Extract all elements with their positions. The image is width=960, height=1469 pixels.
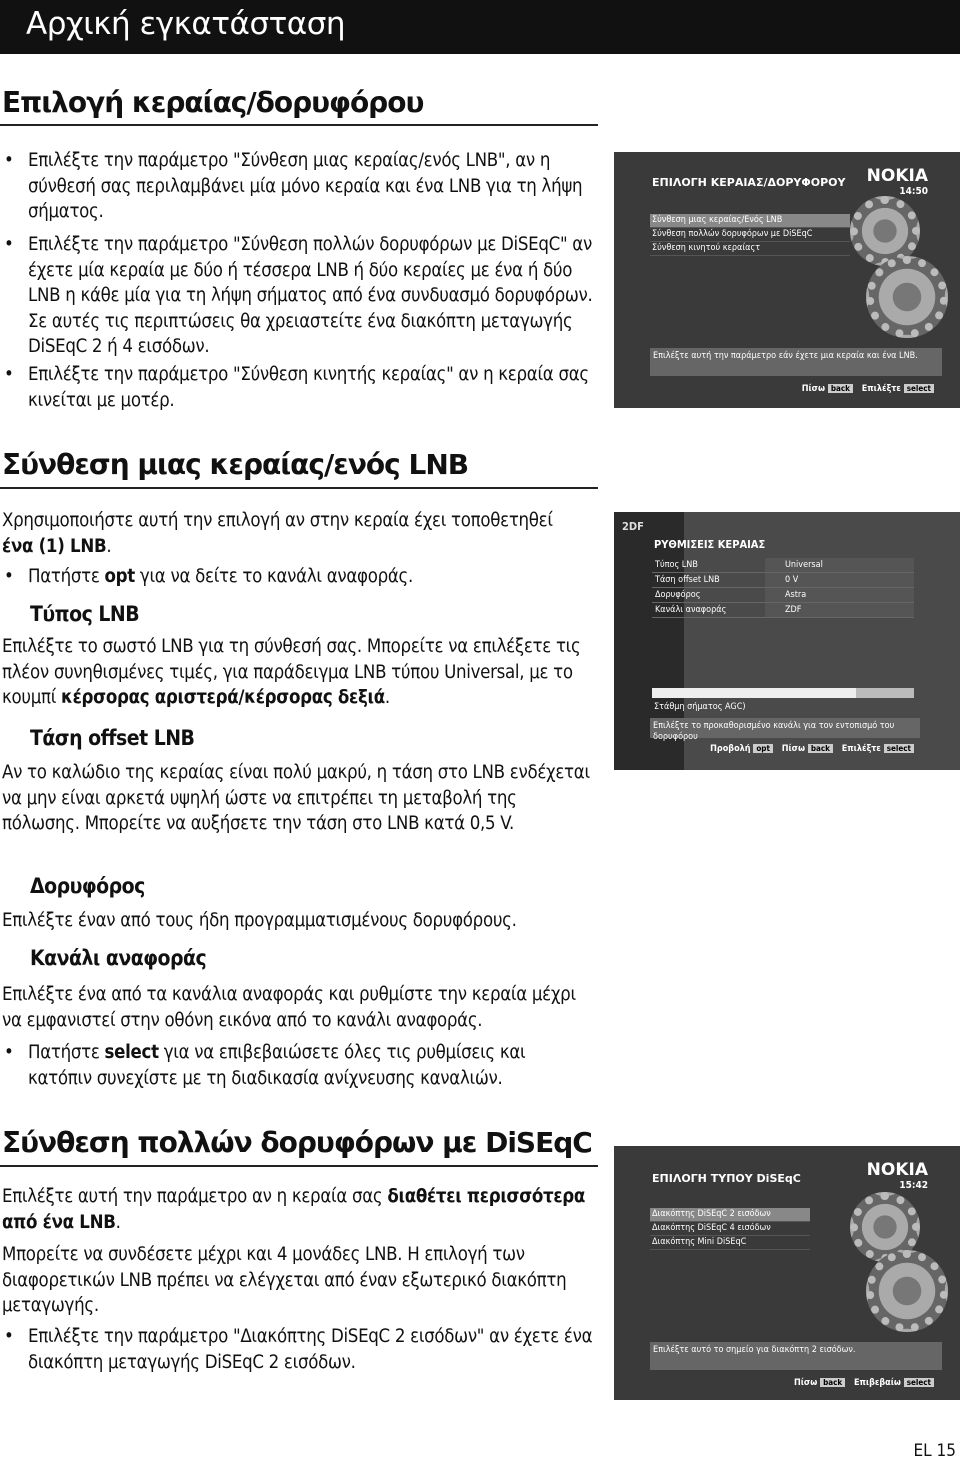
settings-row: Τάση offset LNB 0 V	[652, 573, 914, 588]
screen-title: ΕΠΙΛΟΓΗ ΤΥΠΟΥ DiSEqC	[652, 1172, 801, 1185]
section-rule	[0, 487, 598, 489]
bullet-motor: • Επιλέξτε την παράμετρο "Σύνθεση κινητής κεραίας" αν η κεραία σας κινείται με μοτέρ.	[2, 362, 594, 413]
menu-item: Σύνθεση μιας κεραίας/Ενός LNB	[650, 214, 850, 228]
settings-row: Δορυφόρος Astra	[652, 588, 914, 603]
agc-label: Στάθμη σήματος AGC)	[654, 702, 746, 712]
menu-item: Σύνθεση κινητού κεραίαςτ	[650, 242, 850, 256]
satellite-text: Επιλέξτε έναν από τους ήδη προγραμματισμένους δορυφόρους.	[2, 910, 517, 931]
offset-text: Αν το καλώδιο της κεραίας είναι πολύ μακρύ, η τάση στο LNB ενδέχεται να μην είναι αρκετά υψηλή ώστε να επιτρέπει τη μεταβολή της πόλωσης. Μπορείτε να αυξήσετε την τάση στο LNB κατά 0,5 V.	[2, 762, 590, 834]
subheading-ref-channel: Κανάλι αναφοράς	[30, 946, 207, 970]
gear-icon	[866, 1250, 948, 1332]
menu-item: Διακόπτης DiSEqC 4 εισόδων	[650, 1222, 810, 1236]
gear-icon	[866, 256, 948, 338]
bullet-diseqc-2: • Επιλέξτε την παράμετρο "Διακόπτης DiSEqC 2 εισόδων" αν έχετε ένα διακόπτη μεταγωγής DiSEqC 2 εισόδων.	[2, 1324, 594, 1375]
screen-footer: Πίσω back Επιβεβαίω select	[794, 1378, 940, 1388]
subheading-satellite: Δορυφόρος	[30, 874, 145, 898]
section-rule	[0, 1165, 598, 1167]
page-number: EL 15	[913, 1441, 956, 1461]
screen-title: ΡΥΘΜΙΣΕΙΣ ΚΕΡΑΙΑΣ	[654, 538, 766, 551]
settings-row: Τύπος LNB Universal	[652, 558, 914, 573]
lnb-type-text: Επιλέξτε το σωστό LNB για τη σύνθεσή σας. Μπορείτε να επιλέξετε τις πλέον συνηθισμένες τιμές, για παράδειγμα LNB τύπου Universal, με το κουμπί κέρσορας αριστερά/κέρσορας δεξιά.	[2, 636, 581, 708]
screen-footer: Προβολή opt Πίσω back Επιλέξτε select	[710, 744, 920, 754]
single-lnb-intro: Χρησιμοποιήστε αυτή την επιλογή αν στην κεραία έχει τοποθετηθεί ένα (1) LNB.	[2, 510, 553, 557]
menu-item: Σύνθεση πολλών δορυφόρων με DiSEqC	[650, 228, 850, 242]
menu-item: Διακόπτης Mini DiSEqC	[650, 1236, 810, 1250]
subheading-offset: Τάση offset LNB	[30, 726, 195, 750]
nokia-logo: NOKIA	[866, 166, 928, 186]
screenshot-antenna-settings	[614, 512, 960, 770]
channel-logo: 2DF	[622, 520, 644, 533]
screen-title: ΕΠΙΛΟΓΗ ΚΕΡΑΙΑΣ/ΔΟΡΥΦΟΡΟΥ	[652, 176, 846, 189]
subheading-lnb-type: Τύπος LNB	[30, 602, 140, 626]
screen-menu	[650, 214, 850, 256]
menu-item: Διακόπτης DiSEqC 2 εισόδων	[650, 1208, 810, 1222]
screen-help: Επιλέξτε αυτή την παράμετρο εάν έχετε μια κεραία και ένα LNB.	[650, 348, 942, 376]
section-title-diseqc: Σύνθεση πολλών δορυφόρων με DiSEqC	[2, 1126, 592, 1159]
bullet-opt: • Πατήστε opt για να δείτε το κανάλι αναφοράς.	[2, 564, 594, 590]
signal-bar	[652, 688, 914, 698]
screen-clock: 15:42	[899, 1180, 928, 1191]
bullet-single-lnb: • Επιλέξτε την παράμετρο "Σύνθεση μιας κεραίας/ενός LNB", αν η σύνθεσή σας περιλαμβάνει μία μόνο κεραία και ένα LNB για τη λήψη σήματος.	[2, 148, 594, 225]
settings-row: Κανάλι αναφοράς ZDF	[652, 603, 914, 618]
section-title-single-lnb: Σύνθεση μιας κεραίας/ενός LNB	[2, 448, 469, 481]
bullet-diseqc: • Επιλέξτε την παράμετρο "Σύνθεση πολλών δορυφόρων με DiSEqC" αν έχετε μία κεραία με δύο ή τέσσερα LNB ή δύο κεραίες με ένα ή δύο LNB η κάθε μία για τη λήψη σήματος από ένα συνδυασμό δορυφόρων. Σε αυτές τις περιπτώσεις θα χρειαστείτε ένα διακόπτη μεταγωγής DiSEqC 2 ή 4 εισόδων.	[2, 232, 594, 360]
diseqc-text: Μπορείτε να συνδέσετε μέχρι και 4 μονάδες LNB. Η επιλογή των διαφορετικών LNB πρέπει να ελέγχεται από έναν εξωτερικό διακόπτη μεταγωγής.	[2, 1244, 567, 1316]
screen-help: Επιλέξτε το προκαθορισμένο κανάλι για τον εντοπισμό του δορυφόρου	[650, 718, 920, 738]
screen-menu	[650, 1208, 810, 1250]
ref-channel-text: Επιλέξτε ένα από τα κανάλια αναφοράς και ρυθμίστε την κεραία μέχρι να εμφανιστεί στην οθόνη εικόνα από το κανάλι αναφοράς.	[2, 984, 576, 1031]
screen-footer: Πίσω back Επιλέξτε select	[802, 384, 940, 394]
settings-table	[652, 558, 914, 618]
screen-clock: 14:50	[899, 186, 928, 197]
section-rule	[0, 124, 598, 126]
section-title-antenna-selection: Επιλογή κεραίας/δορυφόρου	[2, 86, 424, 119]
header-bar	[0, 0, 960, 54]
bullet-select: • Πατήστε select για να επιβεβαιώσετε όλες τις ρυθμίσεις και κατόπιν συνεχίστε με τη διαδικασία ανίχνευσης καναλιών.	[2, 1040, 594, 1091]
header-title: Αρχική εγκατάσταση	[26, 6, 345, 42]
screen-help: Επιλέξτε αυτό το σημείο για διακόπτη 2 εισόδων.	[650, 1342, 942, 1370]
nokia-logo: NOKIA	[866, 1160, 928, 1180]
screenshot-diseqc-type	[614, 1146, 960, 1400]
screenshot-antenna-selection	[614, 152, 960, 408]
signal-bar-fill	[652, 688, 856, 698]
diseqc-intro: Επιλέξτε αυτή την παράμετρο αν η κεραία σας διαθέτει περισσότερα από ένα LNB.	[2, 1186, 586, 1233]
